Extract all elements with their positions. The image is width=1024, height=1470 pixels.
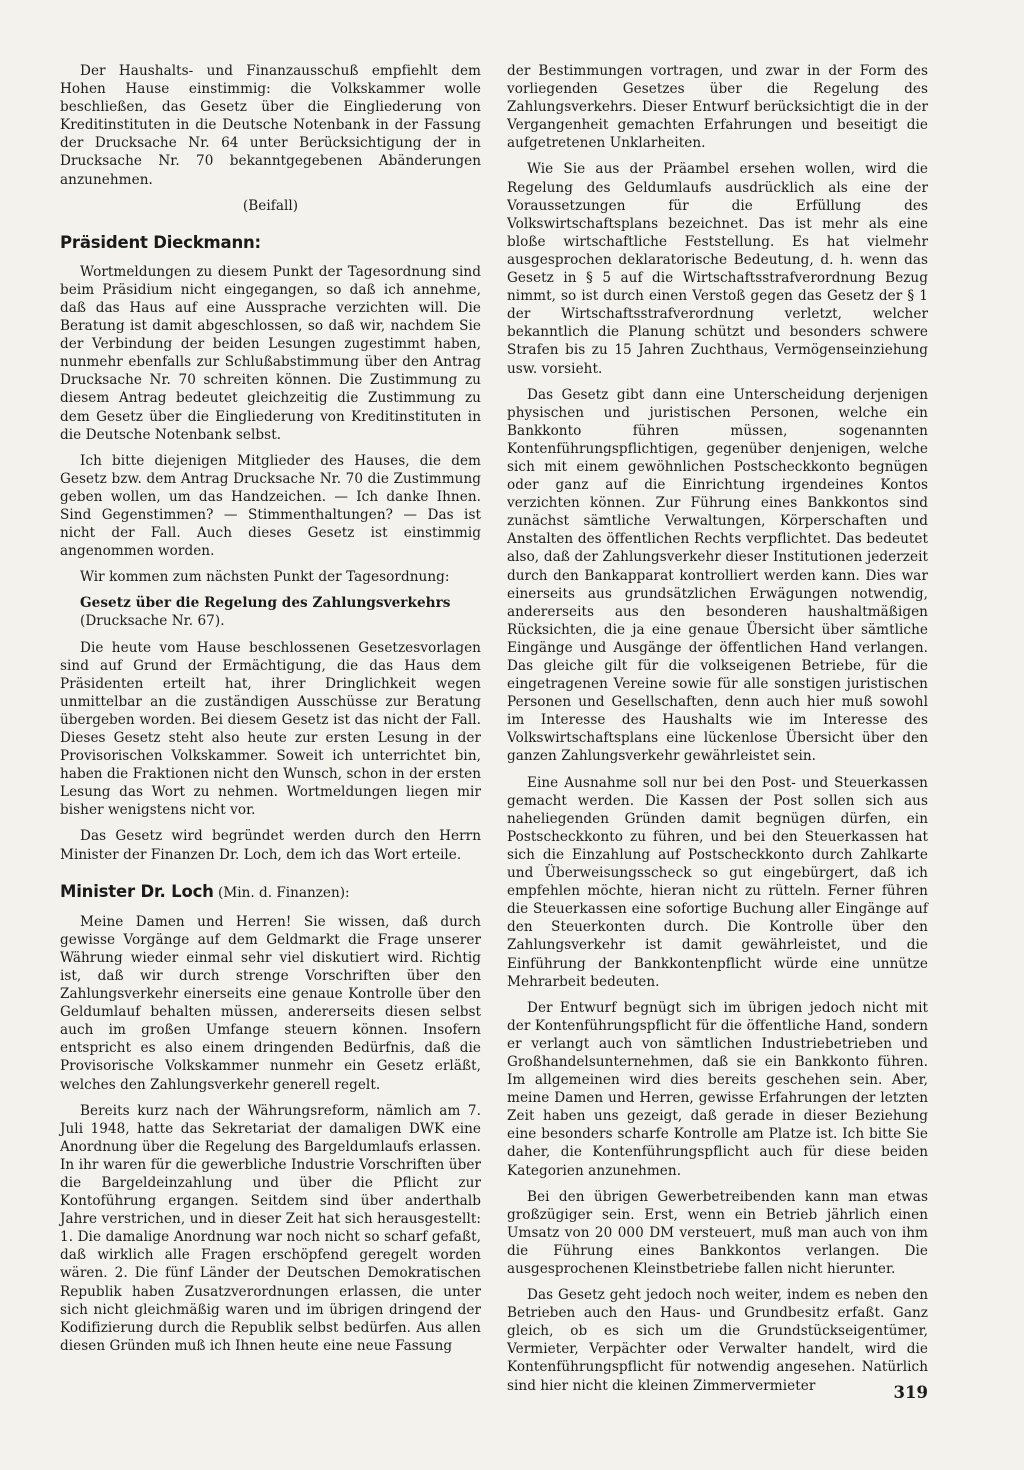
speaker-name: Minister Dr. Loch	[60, 881, 214, 901]
agenda-item-reference: (Drucksache Nr. 67).	[80, 613, 225, 630]
agenda-item	[60, 594, 481, 630]
paragraph-committee-recommendation: Der Haushalts- und Finanzausschuß empfiehlt dem Hohen Hause einstimmig: die Volkskammer wolle beschließen, das Gesetz über die Eingliederung von Kreditinstituten in die Deutsche Notenbank in der Fassung der Drucksache Nr. 64 unter Berücksichtigung der in Drucksache Nr. 70 bekanntgegebenen Abänderungen anzunehmen.	[60, 63, 481, 188]
page-number: 319	[893, 1383, 928, 1402]
agenda-item-title: Gesetz über die Regelung des Zahlungsverkehrs	[80, 595, 451, 612]
left-column	[60, 62, 481, 1470]
paragraph-history: Bereits kurz nach der Währungsreform, nämlich am 7. Juli 1948, hatte das Sekretariat der damaligen DWK eine Anordnung über die Regelung des Bargeldumlaufs erlassen. In ihr waren für die gewerbliche Industrie Vorschriften über die Bargeldeinzahlung und über die Pflicht zur Kontoführung ergangen. Seitdem sind über anderthalb Jahre verstrichen, und in dieser Zeit hat sich herausgestellt: 1. Die damalige Anordnung war noch nicht so scharf gefaßt, daß wirklich alle Fragen erschöpfend geregelt worden wären. 2. Die fünf Länder der Deutschen Demokratischen Republik haben Zusatzverordnungen erlassen, die unter sich nicht gleichmäßig waren und im übrigen dringend der Kodifizierung durch die Republik selbst bedürfen. Aus allen diesen Gründen muß ich Ihnen heute eine neue Fassung	[60, 1102, 481, 1354]
paragraph-property: Das Gesetz geht jedoch noch weiter, indem es neben den Betrieben auch den Haus- und Grundbesitz erfaßt. Ganz gleich, ob es sich um die Grundstückseigentümer, Vermieter, Verpächter oder Verwalter handelt, wird die Kontenführungspflicht für notwendig angesehen. Natürlich sind hier nicht die kleinen Zimmervermieter	[507, 1287, 928, 1394]
paragraph-preamble: Wie Sie aus der Präambel ersehen wollen, wird die Regelung des Geldumlaufs ausdrücklich als eine der Voraussetzungen für die Erfüllung des Volkswirtschaftsplans bezeichnet. Das ist mehr als eine bloße wirtschaftliche Feststellung. Es hat vielmehr ausgesprochen deklaratorische Bedeutung, d. h. wenn das Gesetz in § 5 auf die Wirtschaftsstrafverordnung Bezug nimmt, so ist durch einen Verstoß gegen das Gesetz der § 1 der Wirtschaftsstrafverordnung verletzt, welcher bekanntlich die Planung schützt und besonders schwere Strafen bis zu 15 Jahren Zuchthaus, Vermögenseinziehung usw. vorsieht.	[507, 161, 928, 377]
paragraph-give-floor: Das Gesetz wird begründet werden durch den Herrn Minister der Finanzen Dr. Loch, dem ich das Wort erteile.	[60, 828, 481, 863]
speaker-role: (Min. d. Finanzen):	[213, 884, 350, 901]
paragraph-no-speakers: Wortmeldungen zu diesem Punkt der Tagesordnung sind beim Präsidium nicht eingegangen, so daß ich annehme, daß das Haus auf eine Aussprache verzichten will. Die Beratung ist damit abgeschlossen, so daß wir, nachdem Sie der Verbindung der beiden Lesungen zugestimmt haben, nunmehr ebenfalls zur Schlußabstimmung über den Antrag Drucksache Nr. 70 schreiten können. Die Zustimmung zu diesem Antrag bedeutet gleichzeitig die Zustimmung zu dem Gesetz über die Eingliederung von Kreditinstituten in die Deutsche Notenbank selbst.	[60, 263, 481, 443]
applause-note: (Beifall)	[242, 197, 299, 214]
paragraph-first-reading: Die heute vom Hause beschlossenen Gesetzesvorlagen sind auf Grund der Ermächtigung, die das Haus dem Präsidenten erteilt hat, ihrer Dringlichkeit wegen unmittelbar an die zuständigen Ausschüsse zur Beratung übergeben worden. Bei diesem Gesetz ist das nicht der Fall. Dieses Gesetz steht also heute zur ersten Lesung in der Provisorischen Volkskammer. Soweit ich unterrichtet bin, haben die Fraktionen nicht den Wunsch, schon in der ersten Lesung das Wort zu nehmen. Wortmeldungen liegen mir bisher wenigstens nicht vor.	[60, 639, 481, 819]
paragraph-exception: Eine Ausnahme soll nur bei den Post- und Steuerkassen gemacht werden. Die Kassen der Post sollen sich aus naheliegenden Gründen damit begnügen dürfen, ein Postscheckkonto zu führen, und bei den Steuerkassen hat sich die Einzahlung auf Postscheckkonto durch Zahlkarte und Überweisungsscheck so gut eingebürgert, daß ich empfehlen möchte, hieran nicht zu rütteln. Ferner führen die Steuerkassen eine sofortige Buchung aller Eingänge auf den Steuerkonten durch. Die Kontrolle über den Zahlungsverkehr ist damit gewährleistet, und die Einführung der Bankkontenpflicht würde eine unnütze Mehrarbeit bedeuten.	[507, 774, 928, 990]
paragraph-vote: Ich bitte diejenigen Mitglieder des Hauses, die dem Gesetz bzw. dem Antrag Drucksache Nr. 70 die Zustimmung geben wollen, um das Handzeichen. — Ich danke Ihnen. Sind Gegenstimmen? — Stimmenthaltungen? — Das ist nicht der Fall. Auch dieses Gesetz ist einstimmig angenommen worden.	[60, 452, 481, 560]
paragraph-continuation: der Bestimmungen vortragen, und zwar in der Form des vorliegenden Gesetzes über die Regelung des Zahlungsverkehrs. Dieser Entwurf berücksichtigt die in der Vergangenheit gemachten Erfahrungen und beseitigt die aufgetretenen Unklarheiten.	[507, 63, 928, 152]
right-column	[507, 62, 928, 1470]
paragraph-currency: Meine Damen und Herren! Sie wissen, daß durch gewisse Vorgänge auf dem Geldmarkt die Frage unserer Währung wieder einmal sehr viel diskutiert wird. Richtig ist, daß wir durch strenge Vorschriften über den Zahlungsverkehr einerseits eine genaue Kontrolle über den Geldumlauf behalten müssen, andererseits diesen selbst auch im großen Umfange steuern können. Insofern entspricht es also einem dringenden Bedürfnis, daß die Provisorische Volkskammer nunmehr ein Gesetz erläßt, welches den Zahlungsverkehr generell regelt.	[60, 913, 481, 1093]
paragraph-account-duty: Das Gesetz gibt dann eine Unterscheidung derjenigen physischen und juristischen Personen, welche ein Bankkonto führen müssen, sogenannten Kontenführungspflichtigen, gegenüber denjenigen, welche sich mit einem gewöhnlichen Postscheckkonto begnügen oder ganz auf die Einrichtung irgendeines Kontos verzichten können. Zur Führung eines Bankkontos sind zunächst sämtliche Verwaltungen, Körperschaften und Anstalten des öffentlichen Rechts verpflichtet. Das bedeutet also, daß der Zahlungsverkehr dieser Institutionen jederzeit durch den Bankapparat kontrolliert werden kann. Dies war einerseits aus grundsätzlichen Erwägungen notwendig, andererseits aus den besonderen haushaltmäßigen Rücksichten, die ja eine genaue Übersicht über sämtliche Eingänge und Ausgänge der öffentlichen Hand verlangen. Das gleiche gilt für die volkseigenen Betriebe, für die eingetragenen Vereine sowie für alle sonstigen juristischen Personen und Gesellschaften, denn auch hier muß sowohl im Interesse des Haushalts wie im Interesse des Volkswirtschaftsplans eine lückenlose Übersicht über den ganzen Zahlungsverkehr gewährleistet sein.	[507, 386, 928, 765]
speaker-heading-dieckmann: Präsident Dieckmann:	[60, 232, 261, 252]
paragraph-industry: Der Entwurf begnügt sich im übrigen jedoch nicht mit der Kontenführungspflicht für die öffentliche Hand, sondern er verlangt auch von sämtlichen Industriebetrieben und Großhandelsunternehmen, daß sie ein Bankkonto führen. Im allgemeinen wird dies bereits geschehen sein. Aber, meine Damen und Herren, gewisse Erfahrungen der letzten Zeit haben uns gezeigt, daß gerade in dieser Beziehung eine besonders scharfe Kontrolle am Platze ist. Ich bitte Sie daher, die Kontenführungspflicht auch für diese beiden Kategorien anzunehmen.	[507, 999, 928, 1179]
speaker-heading-loch	[60, 882, 481, 903]
paragraph-next-agenda: Wir kommen zum nächsten Punkt der Tagesordnung:	[80, 569, 450, 586]
paragraph-small-business: Bei den übrigen Gewerbetreibenden kann man etwas großzügiger sein. Erst, wenn ein Betrieb jährlich einen Umsatz von 20 000 DM versteuert, muß man auch von ihm die Führung eines Bankkontos verlangen. Die ausgesprochenen Kleinstbetriebe fallen nicht hierunter.	[507, 1188, 928, 1277]
